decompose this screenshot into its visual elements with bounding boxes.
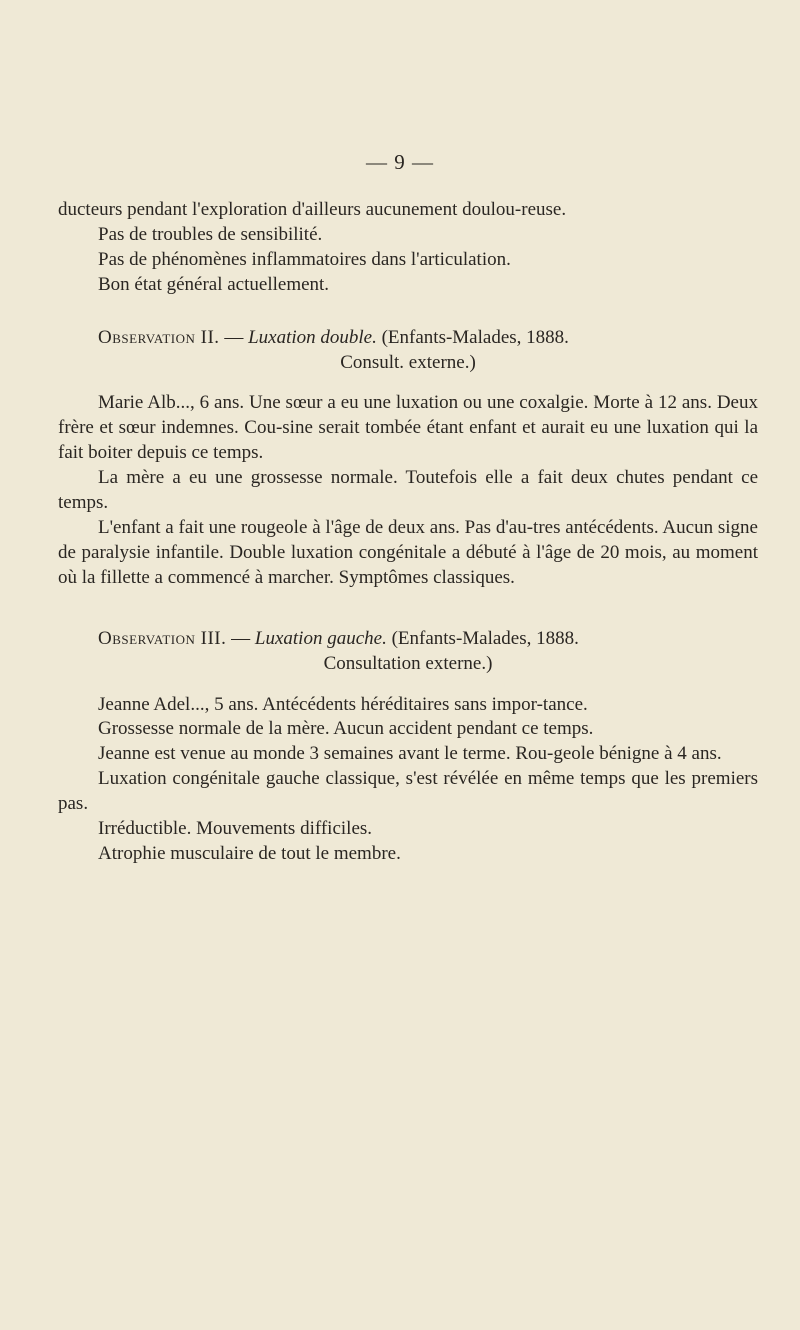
observation-2-paragraph: L'enfant a fait une rougeole à l'âge de deux ans. Pas d'au-tres antécédents. Aucun signe de paralysie infantile. Double luxation congénitale a débuté à l'âge de 20 mois, au moment où la fillette a commencé à marcher. Symptômes classiques. [58,516,758,588]
observation-3-paragraph: Luxation congénitale gauche classique, s'est révélée en même temps que les premiers pas. [58,768,758,815]
observation-2-heading [58,326,758,376]
observation-3-label: Observation III. [98,627,227,649]
observation-3-paragraph: Jeanne Adel..., 5 ans. Antécédents héréditaires sans impor-tance. [98,693,588,715]
observation-3-source-line2: Consultation externe.) [323,652,493,674]
observation-2-source-line1: (Enfants-Malades, 1888. [376,326,569,348]
observation-3-source-line1: (Enfants-Malades, 1888. [386,627,579,649]
observation-2-paragraph: Marie Alb..., 6 ans. Une sœur a eu une luxation ou une coxalgie. Morte à 12 ans. Deux frère et sœur indemnes. Cou-sine serait tombée étant enfant et aurait eu une luxation qui la fait boiter depuis ce temps. [58,392,758,464]
observation-3-dash: — [226,627,255,649]
observation-3-paragraph: Irréductible. Mouvements difficiles. [98,818,373,840]
observation-3-paragraph: Jeanne est venue au monde 3 semaines avant le terme. Rou-geole bénigne à 4 ans. [98,743,722,765]
observation-2-dash: — [219,326,249,348]
observation-3-paragraph: Grossesse normale de la mère. Aucun accident pendant ce temps. [98,718,594,740]
intro-line: Pas de phénomènes inflammatoires dans l'articulation. [98,248,511,270]
observation-2-source-line2: Consult. externe.) [340,351,476,373]
intro-line: Pas de troubles de sensibilité. [98,223,323,245]
observation-3-title: Luxation gauche. [254,627,387,649]
intro-line: ducteurs pendant l'exploration d'ailleurs aucunement doulou-reuse. [58,199,567,220]
observation-2-label: Observation II. [98,326,220,348]
observation-3-heading [58,627,758,677]
observation-3-paragraph: Atrophie musculaire de tout le membre. [98,842,401,864]
intro-line: Bon état général actuellement. [98,273,330,295]
page-number: — 9 — [366,150,434,174]
page-body [58,198,758,867]
observation-2-paragraph: La mère a eu une grossesse normale. Toutefois elle a fait deux chutes pendant ce temps. [58,467,758,514]
observation-2-title: Luxation double. [248,326,377,348]
